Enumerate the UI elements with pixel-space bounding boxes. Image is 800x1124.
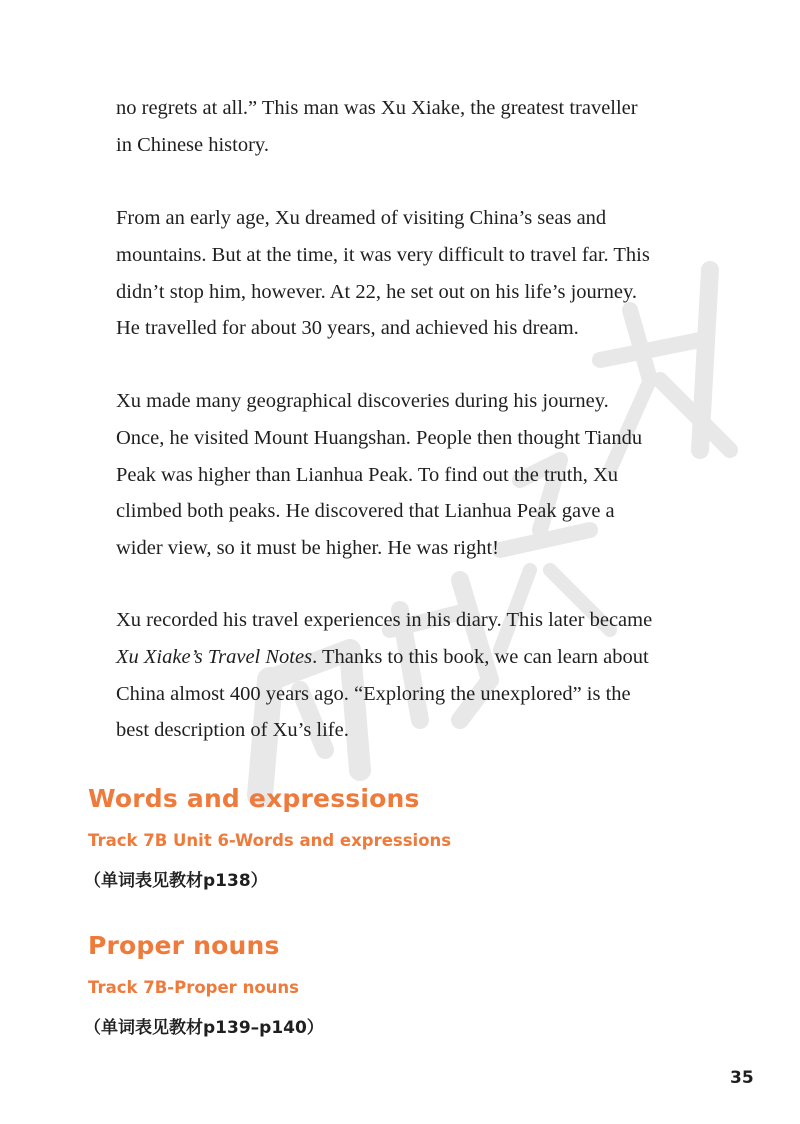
paragraph-line: no regrets at all.” This man was Xu Xiake, the greatest traveller [116, 97, 638, 119]
audio-track-link-proper-nouns[interactable]: Track 7B-Proper nouns [88, 978, 299, 997]
paragraph-line: China almost 400 years ago. “Exploring the unexplored” is the [116, 682, 631, 705]
body-paragraph-3 [116, 383, 756, 567]
wordlist-note-words: （单词表见教材p138） [84, 871, 268, 891]
paragraph-line: in Chinese history. [116, 133, 269, 156]
body-paragraph-1 [116, 90, 756, 164]
paragraph-line: climbed both peaks. He discovered that Lianhua Peak gave a [116, 500, 615, 523]
paragraph-line: Xu recorded his travel experiences in his diary. This later became [116, 609, 653, 631]
section-heading-words: Words and expressions [88, 784, 420, 813]
paragraph-line: He travelled for about 30 years, and achieved his dream. [116, 317, 579, 340]
audio-track-link-words[interactable]: Track 7B Unit 6-Words and expressions [88, 831, 452, 850]
section-heading-proper-nouns: Proper nouns [88, 931, 280, 960]
paragraph-line: . Thanks to this book, we can learn about [312, 645, 649, 668]
paragraph-line: didn’t stop him, however. At 22, he set out on his life’s journey. [116, 280, 637, 303]
paragraph-line: Xu made many geographical discoveries during his journey. [116, 390, 609, 412]
paragraph-line: Once, he visited Mount Huangshan. People then thought Tiandu [116, 426, 643, 449]
paragraph-line: best description of Xu’s life. [116, 719, 349, 742]
page-number: 35 [730, 1068, 754, 1088]
body-paragraph-4 [116, 602, 756, 749]
paragraph-line: Peak was higher than Lianhua Peak. To find out the truth, Xu [116, 463, 619, 486]
body-paragraph-2 [116, 200, 756, 347]
wordlist-note-proper-nouns: （单词表见教材p139–p140） [84, 1018, 324, 1038]
paragraph-line: From an early age, Xu dreamed of visiting China’s seas and [116, 207, 607, 229]
paragraph-line: mountains. But at the time, it was very difficult to travel far. This [116, 243, 650, 266]
book-title: Xu Xiake’s Travel Notes [116, 645, 313, 668]
paragraph-line: wider view, so it must be higher. He was right! [116, 537, 499, 560]
